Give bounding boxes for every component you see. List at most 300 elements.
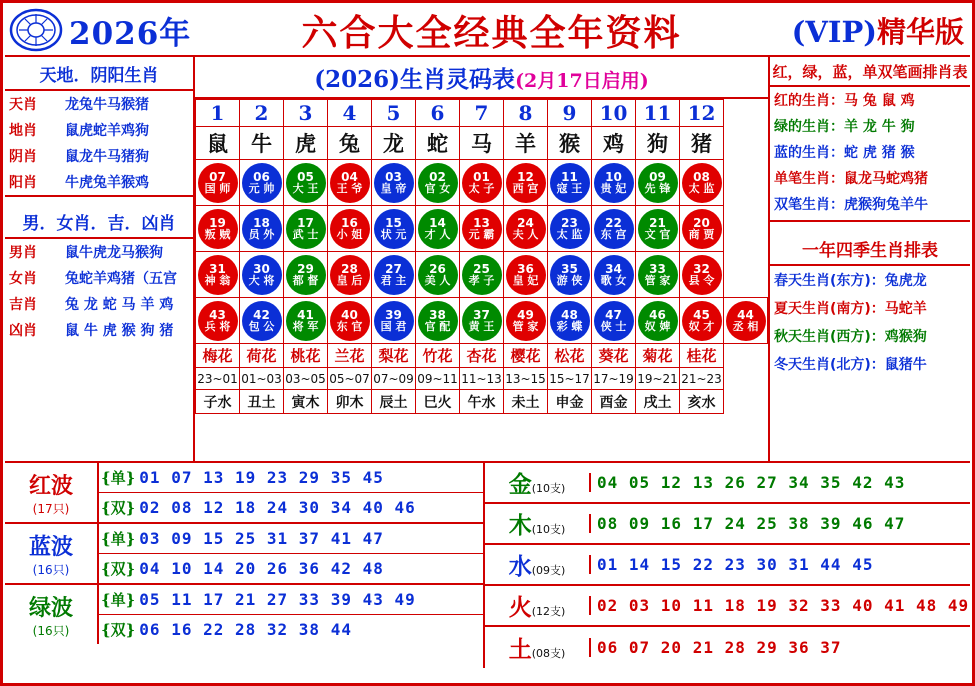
- cell: [328, 206, 372, 252]
- zodiac-code-title-text: (2026)生肖灵码表: [314, 66, 516, 93]
- wave-parity-tag: {单}: [101, 469, 136, 487]
- cell: 松花: [548, 344, 592, 368]
- element-numbers: 01 14 15 22 23 30 31 44 45: [589, 555, 970, 574]
- ball-label: 元 帅: [248, 182, 275, 195]
- element-name: 火: [508, 594, 532, 621]
- ball-label: 奴 才: [688, 320, 715, 333]
- cell: 戌土: [636, 390, 680, 414]
- wave-row: [99, 493, 483, 522]
- ball-number: 42: [253, 308, 270, 322]
- cell: [592, 206, 636, 252]
- row-value: 鼠 牛 虎 猴 狗 猪: [65, 323, 174, 339]
- list-item: [770, 294, 970, 322]
- cell: [504, 206, 548, 252]
- ball-number: 36: [517, 262, 534, 276]
- cell: 荷花: [240, 344, 284, 368]
- ball-label: 大 王: [292, 182, 319, 195]
- ball-number: 25: [473, 262, 490, 276]
- table-row-balls: [196, 160, 768, 206]
- list-item: [770, 350, 970, 378]
- cell: [416, 252, 460, 298]
- cell: [504, 252, 548, 298]
- ball-label: 官 配: [424, 320, 451, 333]
- wave-label: [5, 524, 99, 583]
- ball-label: 寇 王: [556, 182, 583, 195]
- row-key: 天肖: [9, 97, 37, 113]
- row-value: 马 兔 鼠 鸡: [844, 93, 915, 109]
- cell: 11: [636, 100, 680, 127]
- row-value: 鼠虎蛇羊鸡狗: [65, 123, 149, 139]
- cell: 申金: [548, 390, 592, 414]
- cell: 龙: [372, 127, 416, 160]
- cell: [284, 252, 328, 298]
- list-item: [5, 291, 193, 317]
- zodiac-code-title: [195, 57, 768, 99]
- cell: 梅花: [196, 344, 240, 368]
- zodiac-number-ball: [198, 301, 238, 341]
- zodiac-number-ball: [330, 255, 370, 295]
- ball-label: 才 人: [424, 228, 451, 241]
- ball-label: 都 督: [292, 274, 319, 287]
- ball-label: 歌 女: [600, 274, 627, 287]
- cell: 1: [196, 100, 240, 127]
- cell: [592, 298, 636, 344]
- wave-row: [99, 615, 483, 644]
- ball-label: 员 外: [248, 228, 275, 241]
- cell: [240, 160, 284, 206]
- table-row-balls: [196, 206, 768, 252]
- season-title-text: 一年四季生肖排表: [802, 241, 938, 261]
- element-name: 金: [508, 471, 532, 498]
- cell: 午水: [460, 390, 504, 414]
- ball-label: 皇 帝: [380, 182, 407, 195]
- wave-parity-tag: {双}: [101, 560, 136, 578]
- ball-label: 文 官: [644, 228, 671, 241]
- ball-label: 王 爷: [336, 182, 363, 195]
- row-value: 龙兔牛马猴猪: [65, 97, 149, 113]
- cell: 6: [416, 100, 460, 127]
- cell: 巳火: [416, 390, 460, 414]
- cell: 3: [284, 100, 328, 127]
- ball-label: 游 侠: [556, 274, 583, 287]
- cell: [196, 160, 240, 206]
- wave-block: [5, 585, 483, 644]
- wave-row: [99, 554, 483, 583]
- ball-label: 兵 将: [204, 320, 231, 333]
- zodiac-number-ball: [506, 209, 546, 249]
- cell: 虎: [284, 127, 328, 160]
- wave-numbers: 01 07 13 19 23 29 35 45: [139, 468, 384, 487]
- element-count: (10支): [531, 523, 566, 536]
- cell: 樱花: [504, 344, 548, 368]
- cell: [284, 160, 328, 206]
- row-value: 鼠龙牛马猪狗: [65, 149, 149, 165]
- wave-numbers: 06 16 22 28 32 38 44: [139, 620, 352, 639]
- cell: 12: [680, 100, 724, 127]
- wave-label: [5, 585, 99, 644]
- ball-number: 10: [605, 170, 622, 184]
- ball-number: 03: [385, 170, 402, 184]
- cell: 丑土: [240, 390, 284, 414]
- cell: 4: [328, 100, 372, 127]
- cell: 01~03: [240, 368, 284, 390]
- cell: [460, 206, 504, 252]
- row-key: 地肖: [9, 123, 37, 139]
- ball-label: 孝 子: [468, 274, 495, 287]
- table-row-flowers: [196, 344, 768, 368]
- cell: [460, 252, 504, 298]
- cell: [680, 206, 724, 252]
- ball-number: 27: [385, 262, 402, 276]
- zodiac-number-ball: [550, 301, 590, 341]
- cell: 羊: [504, 127, 548, 160]
- ball-number: 38: [429, 308, 446, 322]
- stroke-color-title-text: 红，绿，蓝，单双笔画排肖表: [772, 63, 968, 81]
- ball-number: 18: [253, 216, 270, 230]
- cell: [680, 160, 724, 206]
- wave-row: [99, 585, 483, 615]
- ball-label: 国 君: [380, 320, 407, 333]
- cell: 7: [460, 100, 504, 127]
- cell: 狗: [636, 127, 680, 160]
- row-key: 蓝的生肖: [774, 145, 830, 161]
- wave-name: 蓝波: [28, 533, 73, 560]
- list-item: [5, 169, 193, 197]
- cell: 15~17: [548, 368, 592, 390]
- row-key: 红的生肖: [774, 93, 830, 109]
- row-key: 双笔生肖: [774, 197, 830, 213]
- cell: [592, 160, 636, 206]
- ball-label: 大 将: [248, 274, 275, 287]
- list-item: [770, 266, 970, 294]
- zodiac-number-ball: [506, 301, 546, 341]
- left-title-1: 天地．阴阳生肖: [5, 57, 193, 91]
- ball-number: 44: [737, 308, 754, 322]
- zodiac-number-ball: [506, 163, 546, 203]
- element-count: (08支): [531, 647, 566, 660]
- ball-number: 14: [429, 216, 446, 230]
- ball-label: 美 人: [424, 274, 451, 287]
- wave-numbers: 03 09 15 25 31 37 41 47: [139, 529, 384, 548]
- ball-label: 奴 婢: [644, 320, 671, 333]
- row-key: 阴肖: [9, 149, 37, 165]
- cell: [416, 298, 460, 344]
- ball-number: 46: [649, 308, 666, 322]
- zodiac-number-ball: [462, 255, 502, 295]
- wave-rows: [99, 524, 483, 583]
- season-text: 春天生肖(东方)：兔虎龙: [774, 273, 927, 289]
- row-value: 兔蛇羊鸡猪（五宫: [65, 271, 177, 287]
- zodiac-number-ball: [286, 301, 326, 341]
- cell: 牛: [240, 127, 284, 160]
- cell: 13~15: [504, 368, 548, 390]
- wave-block: [5, 524, 483, 585]
- ball-number: 16: [341, 216, 358, 230]
- ball-number: 17: [297, 216, 314, 230]
- zodiac-code-title-note: (2月17日启用): [515, 70, 649, 92]
- ball-number: 33: [649, 262, 666, 276]
- list-item: 单笔生肖：鼠龙马蛇鸡猪: [774, 171, 928, 187]
- list-item: 绿的生肖：羊 龙 牛 狗: [774, 119, 915, 135]
- wave-table: [5, 463, 485, 668]
- ball-number: 32: [693, 262, 710, 276]
- cell: 辰土: [372, 390, 416, 414]
- zodiac-number-ball: [726, 301, 766, 341]
- cell: [548, 160, 592, 206]
- cell: 梨花: [372, 344, 416, 368]
- cell: 8: [504, 100, 548, 127]
- cell: [680, 252, 724, 298]
- ball-label: 先 锋: [644, 182, 671, 195]
- zodiac-number-ball: [638, 209, 678, 249]
- ball-label: 皇 妃: [512, 274, 539, 287]
- cell: 19~21: [636, 368, 680, 390]
- zodiac-number-ball: [330, 209, 370, 249]
- cell: 10: [592, 100, 636, 127]
- element-block: [485, 504, 970, 545]
- cell: 子水: [196, 390, 240, 414]
- cell: [240, 252, 284, 298]
- cell: [240, 206, 284, 252]
- cell: 酉金: [592, 390, 636, 414]
- wave-rows: [99, 463, 483, 522]
- list-item: [5, 91, 193, 117]
- wave-row: [99, 524, 483, 554]
- cell: [416, 206, 460, 252]
- zodiac-number-ball: [682, 209, 722, 249]
- zodiac-number-ball: [594, 163, 634, 203]
- ball-label: 官 女: [424, 182, 451, 195]
- zodiac-number-ball: [506, 255, 546, 295]
- cell: [196, 252, 240, 298]
- ball-label: 皇 后: [336, 274, 363, 287]
- ball-number: 01: [473, 170, 490, 184]
- wave-numbers: 02 08 12 18 24 30 34 40 46: [139, 498, 416, 517]
- row-key: 凶肖: [9, 323, 37, 339]
- cell: [416, 160, 460, 206]
- element-label: [485, 466, 589, 499]
- ball-number: 09: [649, 170, 666, 184]
- ball-label: 神 翁: [204, 274, 231, 287]
- cell: [548, 252, 592, 298]
- element-name: 木: [508, 512, 532, 539]
- cell: 蛇: [416, 127, 460, 160]
- left-column: [5, 57, 195, 461]
- ball-number: 20: [693, 216, 710, 230]
- cell: [284, 298, 328, 344]
- cell: [504, 298, 548, 344]
- cell: 竹花: [416, 344, 460, 368]
- ball-number: 48: [561, 308, 578, 322]
- cell: [548, 206, 592, 252]
- cell: 寅木: [284, 390, 328, 414]
- element-numbers: 02 03 10 11 18 19 32 33 40 41 48 49: [589, 596, 970, 615]
- cell: [284, 206, 328, 252]
- season-list: [770, 266, 970, 378]
- zodiac-number-ball: [374, 163, 414, 203]
- element-count: (10支): [531, 482, 566, 495]
- cell: [724, 298, 768, 344]
- cell: [196, 298, 240, 344]
- cell: 杏花: [460, 344, 504, 368]
- ball-number: 30: [253, 262, 270, 276]
- element-numbers: 08 09 16 17 24 25 38 39 46 47: [589, 514, 970, 533]
- ball-number: 31: [209, 262, 226, 276]
- zodiac-number-ball: [682, 255, 722, 295]
- element-name: 水: [508, 553, 532, 580]
- list-item: 红的生肖：马 兔 鼠 鸡: [774, 93, 915, 109]
- zodiac-number-ball: [418, 301, 458, 341]
- list-item: [5, 239, 193, 265]
- zodiac-number-ball: [286, 163, 326, 203]
- wave-numbers: 04 10 14 20 26 36 42 48: [139, 559, 384, 578]
- row-value: 鼠龙马蛇鸡猪: [844, 171, 928, 187]
- row-key: 绿的生肖: [774, 119, 830, 135]
- ball-label: 县 令: [688, 274, 715, 287]
- cell: 未土: [504, 390, 548, 414]
- table-row-balls: [196, 252, 768, 298]
- ball-label: 侠 士: [600, 320, 627, 333]
- row-value: 牛虎兔羊猴鸡: [65, 175, 149, 191]
- ball-number: 26: [429, 262, 446, 276]
- ball-number: 22: [605, 216, 622, 230]
- ball-number: 07: [209, 170, 226, 184]
- cell: 桃花: [284, 344, 328, 368]
- cell: 21~23: [680, 368, 724, 390]
- row-value: 羊 龙 牛 狗: [844, 119, 915, 135]
- element-table: [485, 463, 970, 668]
- ball-label: 君 主: [380, 274, 407, 287]
- element-block: [485, 463, 970, 504]
- ball-number: 49: [517, 308, 534, 322]
- cell: [328, 160, 372, 206]
- cell: [372, 160, 416, 206]
- ball-label: 元 霸: [468, 228, 495, 241]
- element-name: 土: [508, 636, 532, 663]
- right-column: [770, 57, 970, 461]
- ball-label: 国 师: [204, 182, 231, 195]
- ball-label: 东 官: [336, 320, 363, 333]
- element-label: [485, 589, 589, 622]
- row-key: 单笔生肖: [774, 171, 830, 187]
- cell: [636, 206, 680, 252]
- zodiac-number-ball: [286, 255, 326, 295]
- zodiac-number-ball: [330, 163, 370, 203]
- wave-parity-tag: {双}: [101, 621, 136, 639]
- wave-name: 绿波: [28, 594, 73, 621]
- cell: [372, 252, 416, 298]
- season-title: [770, 222, 970, 266]
- brand-logo-icon: [5, 7, 67, 53]
- element-count: (09支): [531, 564, 566, 577]
- ball-label: 黄 王: [468, 320, 495, 333]
- ball-number: 15: [385, 216, 402, 230]
- ball-label: 夫 人: [512, 228, 539, 241]
- ball-label: 东 宫: [600, 228, 627, 241]
- cell: 亥水: [680, 390, 724, 414]
- zodiac-number-ball: [638, 163, 678, 203]
- zodiac-number-ball: [418, 255, 458, 295]
- cell: 鸡: [592, 127, 636, 160]
- cell: [504, 160, 548, 206]
- cell: [460, 160, 504, 206]
- element-count: (12支): [531, 605, 566, 618]
- ball-label: 叛 贼: [204, 228, 231, 241]
- ball-label: 太 监: [688, 182, 715, 195]
- ball-number: 40: [341, 308, 358, 322]
- row-value: 虎猴狗兔羊牛: [844, 197, 928, 213]
- element-block: [485, 627, 970, 668]
- zodiac-number-ball: [286, 209, 326, 249]
- ball-number: 37: [473, 308, 490, 322]
- wave-parity-tag: {单}: [101, 530, 136, 548]
- row-key: 吉肖: [9, 297, 37, 313]
- vip-tag: (VIP): [791, 14, 877, 49]
- ball-number: 28: [341, 262, 358, 276]
- row-value: 鼠牛虎龙马猴狗: [65, 245, 163, 261]
- zodiac-number-ball: [682, 163, 722, 203]
- zodiac-number-ball: [242, 255, 282, 295]
- ball-number: 29: [297, 262, 314, 276]
- table-row-hours: [196, 368, 768, 390]
- zodiac-number-ball: [242, 163, 282, 203]
- cell: 猴: [548, 127, 592, 160]
- element-label: [485, 507, 589, 540]
- ball-number: 39: [385, 308, 402, 322]
- zodiac-number-ball: [594, 301, 634, 341]
- zodiac-number-ball: [682, 301, 722, 341]
- cell: 兰花: [328, 344, 372, 368]
- bottom-section: [5, 461, 970, 668]
- ball-label: 将 军: [292, 320, 319, 333]
- ball-number: 08: [693, 170, 710, 184]
- cell: 05~07: [328, 368, 372, 390]
- zodiac-number-ball: [242, 209, 282, 249]
- cell: 卯木: [328, 390, 372, 414]
- left-title-2: 男．女肖．吉．凶肖: [5, 197, 193, 239]
- ball-label: 贵 妃: [600, 182, 627, 195]
- cell: [240, 298, 284, 344]
- table-row-balls: [196, 298, 768, 344]
- cell: [460, 298, 504, 344]
- wave-row: [99, 463, 483, 493]
- cell: 5: [372, 100, 416, 127]
- cell: [196, 206, 240, 252]
- ball-label: 太 监: [556, 228, 583, 241]
- ball-number: 02: [429, 170, 446, 184]
- page-title: 六合大全经典全年资料: [301, 11, 682, 54]
- cell: 03~05: [284, 368, 328, 390]
- ball-number: 34: [605, 262, 622, 276]
- element-block: [485, 586, 970, 627]
- stroke-color-list: [770, 87, 970, 222]
- zodiac-code-table: [195, 99, 768, 414]
- cell: 马: [460, 127, 504, 160]
- ball-number: 05: [297, 170, 314, 184]
- ball-number: 45: [693, 308, 710, 322]
- stroke-color-title: [770, 57, 970, 87]
- wave-rows: [99, 585, 483, 644]
- ball-label: 管 家: [644, 274, 671, 287]
- wave-parity-tag: {双}: [101, 499, 136, 517]
- cell: 鼠: [196, 127, 240, 160]
- wave-count: (16只): [32, 623, 70, 638]
- zodiac-number-ball: [374, 301, 414, 341]
- cell: [636, 298, 680, 344]
- row-value: 蛇 虎 猪 猴: [844, 145, 915, 161]
- cell: 菊花: [636, 344, 680, 368]
- element-label: [485, 548, 589, 581]
